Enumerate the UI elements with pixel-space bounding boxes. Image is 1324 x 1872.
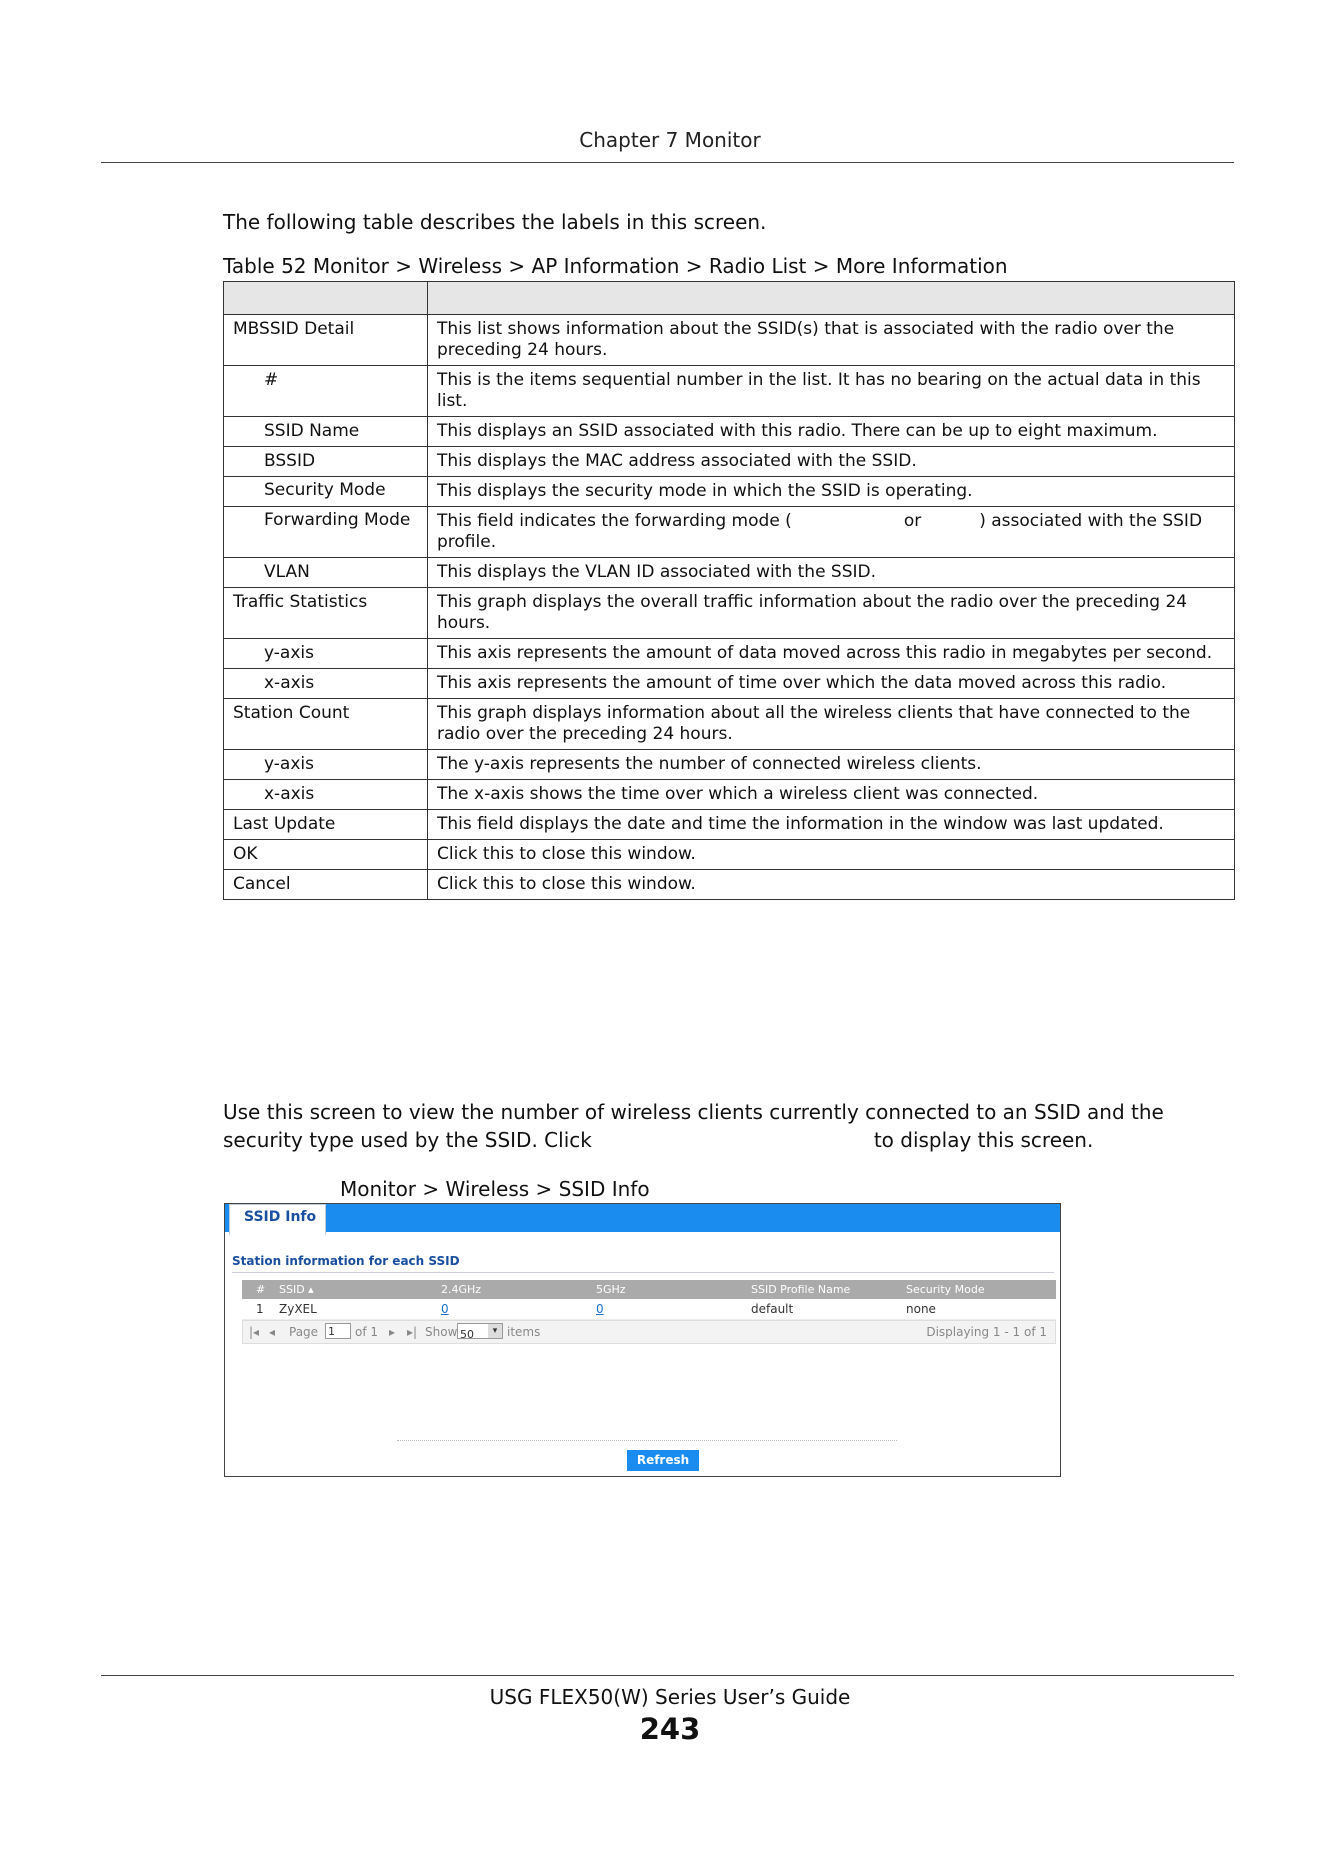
- chapter-header: Chapter 7 Monitor: [579, 128, 761, 152]
- tab-ssid-info[interactable]: SSID Info: [229, 1204, 326, 1235]
- first-page-icon[interactable]: |◂: [249, 1325, 260, 1339]
- row-label: MBSSID Detail: [224, 315, 428, 366]
- table-caption: Table 52 Monitor > Wireless > AP Information > Radio List > More Information: [223, 254, 1008, 278]
- row-description: This displays the security mode in which the SSID is operating.: [428, 477, 1235, 507]
- row-description: The y-axis represents the number of connected wireless clients.: [428, 750, 1235, 780]
- cell-5ghz-link[interactable]: 0: [596, 1302, 604, 1316]
- table-row[interactable]: [242, 1299, 1056, 1320]
- desc-part: ) associated with the SSID profile.: [437, 511, 1203, 552]
- table-header-row: [224, 282, 1235, 315]
- column-header[interactable]: #: [256, 1283, 266, 1296]
- row-label: y-axis: [224, 750, 428, 780]
- cell-profile-name: default: [751, 1302, 794, 1316]
- row-label: Cancel: [224, 870, 428, 900]
- row-label: #: [224, 366, 428, 417]
- cell-number: 1: [256, 1302, 264, 1316]
- row-label: VLAN: [224, 558, 428, 588]
- row-label: x-axis: [224, 780, 428, 810]
- row-description: This displays the VLAN ID associated with the SSID.: [428, 558, 1235, 588]
- cell-ssid: ZyXEL: [279, 1302, 317, 1316]
- ssid-info-screenshot: [224, 1203, 1061, 1477]
- table-row: [224, 750, 1235, 780]
- row-label: BSSID: [224, 447, 428, 477]
- row-description: Click this to close this window.: [428, 870, 1235, 900]
- row-label: x-axis: [224, 669, 428, 699]
- row-description: This field displays the date and time the information in the window was last updated.: [428, 810, 1235, 840]
- row-label: Security Mode: [224, 477, 428, 507]
- table-row: [224, 315, 1235, 366]
- column-header[interactable]: SSID ▴: [279, 1283, 314, 1296]
- table-row: [224, 669, 1235, 699]
- table-row: [224, 588, 1235, 639]
- row-description: This axis represents the amount of data moved across this radio in megabytes per second.: [428, 639, 1235, 669]
- row-description: This graph displays information about all the wireless clients that have connected to the radio over the preceding 24 hours.: [428, 699, 1235, 750]
- desc-part: This field indicates the forwarding mode (: [437, 511, 792, 531]
- next-page-icon[interactable]: ▸: [389, 1325, 396, 1339]
- chevron-down-icon: ▾: [488, 1324, 502, 1338]
- desc-part: or: [903, 511, 922, 531]
- column-header[interactable]: 5GHz: [596, 1283, 626, 1296]
- table-row: [224, 477, 1235, 507]
- table-row: [224, 780, 1235, 810]
- paragraph-part: Use this screen to view the number of wireless clients currently connected to an SSID and the security type used by the SSID. Click: [223, 1100, 1164, 1152]
- column-header[interactable]: Security Mode: [906, 1283, 985, 1296]
- cell-2-4ghz-link[interactable]: 0: [441, 1302, 449, 1316]
- table-row: [224, 699, 1235, 750]
- row-description: Click this to close this window.: [428, 840, 1235, 870]
- footer-title: USG FLEX50(W) Series User’s Guide: [489, 1685, 851, 1709]
- section-divider: [232, 1272, 1054, 1273]
- cell-security-mode: none: [906, 1302, 936, 1316]
- table-row: [224, 870, 1235, 900]
- row-description: This list shows information about the SSID(s) that is associated with the radio over the preceding 24 hours.: [428, 315, 1235, 366]
- table-row: [224, 840, 1235, 870]
- table-row: [224, 507, 1235, 558]
- items-per-page-select[interactable]: [457, 1323, 503, 1339]
- row-description: This displays an SSID associated with this radio. There can be up to eight maximum.: [428, 417, 1235, 447]
- row-label: Station Count: [224, 699, 428, 750]
- last-page-icon[interactable]: ▸|: [407, 1325, 418, 1339]
- table-row: [224, 366, 1235, 417]
- section-title: Station information for each SSID: [232, 1254, 460, 1268]
- body-paragraph: [223, 1098, 1243, 1154]
- table-row: [224, 558, 1235, 588]
- row-label: y-axis: [224, 639, 428, 669]
- row-description: This axis represents the amount of time over which the data moved across this radio.: [428, 669, 1235, 699]
- table-row: [224, 810, 1235, 840]
- grid-header: [242, 1280, 1056, 1299]
- row-label: Forwarding Mode: [224, 507, 428, 558]
- paragraph-part: to display this screen.: [873, 1128, 1094, 1152]
- intro-text: The following table describes the labels in this screen.: [223, 210, 767, 234]
- row-description: [428, 507, 1235, 558]
- grid-pager: [242, 1320, 1056, 1344]
- footer-rule: [101, 1675, 1234, 1676]
- page-total: of 1: [355, 1325, 379, 1339]
- label-description-table: [223, 281, 1235, 900]
- tab-bar: [225, 1204, 1060, 1232]
- header-rule: [101, 162, 1234, 163]
- row-label: Last Update: [224, 810, 428, 840]
- figure-caption: Monitor > Wireless > SSID Info: [340, 1177, 650, 1201]
- items-per-page-value: 50: [460, 1328, 474, 1341]
- column-header[interactable]: 2.4GHz: [441, 1283, 482, 1296]
- row-description: This is the items sequential number in the list. It has no bearing on the actual data in this list.: [428, 366, 1235, 417]
- row-label: SSID Name: [224, 417, 428, 447]
- prev-page-icon[interactable]: ◂: [269, 1325, 276, 1339]
- page-number: 243: [639, 1712, 701, 1746]
- items-label: items: [507, 1325, 541, 1339]
- refresh-button[interactable]: Refresh: [627, 1450, 699, 1471]
- button-divider: [397, 1440, 897, 1441]
- table-row: [224, 447, 1235, 477]
- row-description: This displays the MAC address associated with the SSID.: [428, 447, 1235, 477]
- displaying-count: Displaying 1 - 1 of 1: [926, 1325, 1047, 1339]
- row-description: This graph displays the overall traffic information about the radio over the preceding 24 hours.: [428, 588, 1235, 639]
- page-number-input[interactable]: 1: [325, 1323, 351, 1339]
- column-header[interactable]: SSID Profile Name: [751, 1283, 851, 1296]
- table-row: [224, 417, 1235, 447]
- show-label: Show: [425, 1325, 458, 1339]
- row-label: OK: [224, 840, 428, 870]
- page-label: Page: [289, 1325, 319, 1339]
- ssid-grid: [242, 1280, 1056, 1344]
- table-row: [224, 639, 1235, 669]
- row-label: Traffic Statistics: [224, 588, 428, 639]
- row-description: The x-axis shows the time over which a wireless client was connected.: [428, 780, 1235, 810]
